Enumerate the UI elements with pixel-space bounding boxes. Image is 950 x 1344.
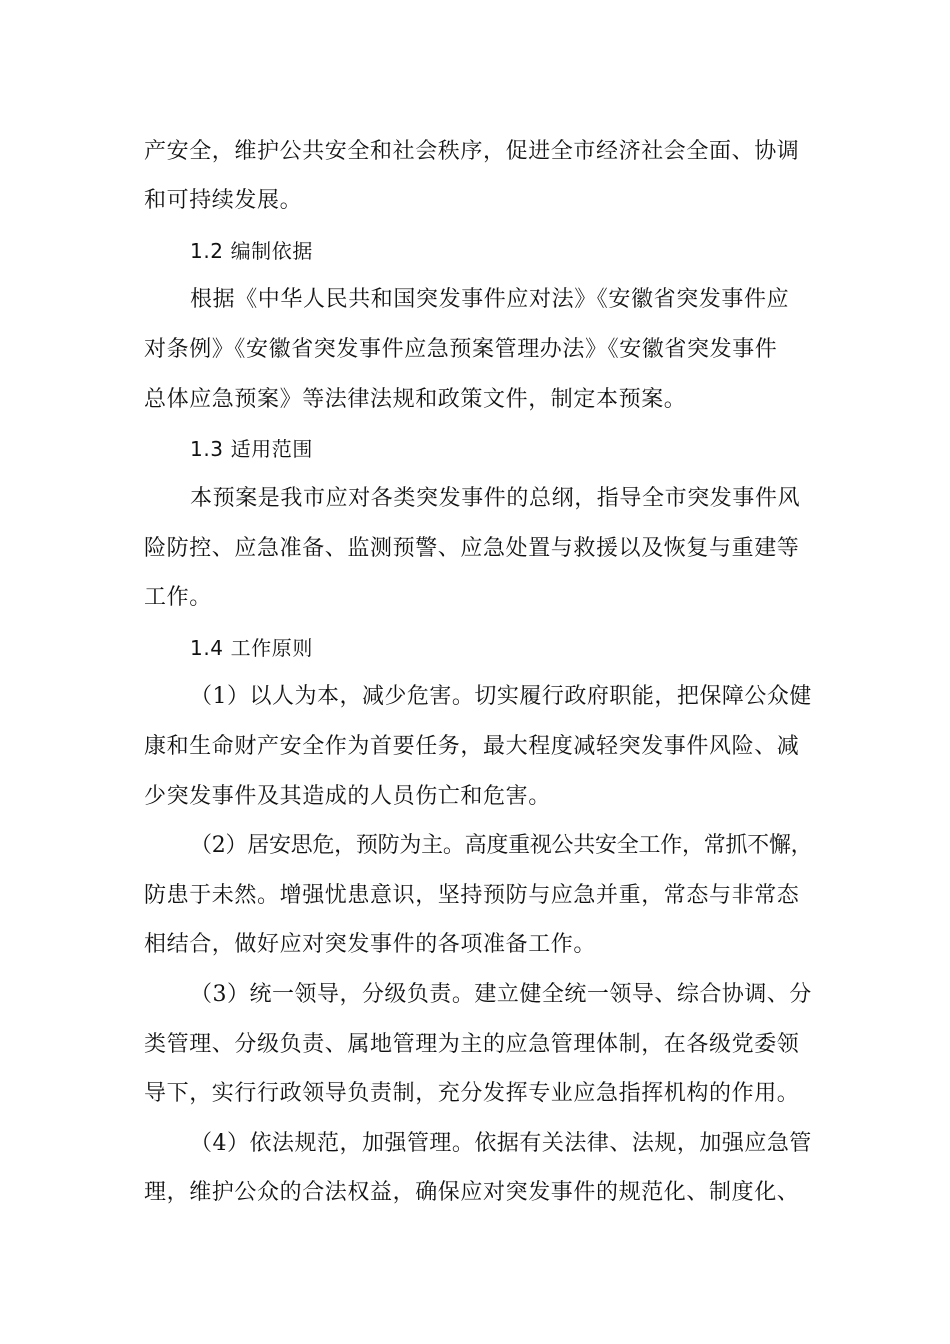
section-heading-1-2: 1.2 编制依据 <box>190 239 313 263</box>
paragraph-line: （2）居安思危，预防为主。高度重视公共安全工作，常抓不懈， <box>190 833 813 858</box>
paragraph-line: 相结合，做好应对突发事件的各项准备工作。 <box>144 932 597 957</box>
paragraph-line: 和可持续发展。 <box>144 188 303 213</box>
paragraph-line: 本预案是我市应对各类突发事件的总纲，指导全市突发事件风 <box>190 486 801 511</box>
section-heading-1-3: 1.3 适用范围 <box>190 437 313 461</box>
paragraph-line: 防患于未然。增强忧患意识，坚持预防与应急并重，常态与非常态 <box>144 883 800 908</box>
paragraph-line: 总体应急预案》等法律法规和政策文件，制定本预案。 <box>144 387 687 412</box>
paragraph-line: （1）以人为本，减少危害。切实履行政府职能，把保障公众健 <box>190 684 812 709</box>
paragraph-line: 对条例》《安徽省突发事件应急预案管理办法》《安徽省突发事件 <box>144 337 778 362</box>
paragraph-line: 险防控、应急准备、监测预警、应急处置与救援以及恢复与重建等 <box>144 536 800 561</box>
section-heading-1-4: 1.4 工作原则 <box>190 636 313 660</box>
paragraph-line: （4）依法规范，加强管理。依据有关法律、法规，加强应急管 <box>190 1131 812 1156</box>
paragraph-line: 理，维护公众的合法权益，确保应对突发事件的规范化、制度化、 <box>144 1180 800 1205</box>
paragraph-line: 导下，实行行政领导负责制，充分发挥专业应急指挥机构的作用。 <box>144 1081 800 1106</box>
paragraph-line: 工作。 <box>144 585 212 610</box>
paragraph-line: 根据《中华人民共和国突发事件应对法》《安徽省突发事件应 <box>190 287 790 312</box>
paragraph-line: （3）统一领导，分级负责。建立健全统一领导、综合协调、分 <box>190 982 812 1007</box>
paragraph-line: 康和生命财产安全作为首要任务，最大程度减轻突发事件风险、减 <box>144 734 800 759</box>
paragraph-line: 产安全，维护公共安全和社会秩序，促进全市经济社会全面、协调 <box>144 139 800 164</box>
paragraph-line: 少突发事件及其造成的人员伤亡和危害。 <box>144 784 551 809</box>
paragraph-line: 类管理、分级负责、属地管理为主的应急管理体制，在各级党委领 <box>144 1032 800 1057</box>
